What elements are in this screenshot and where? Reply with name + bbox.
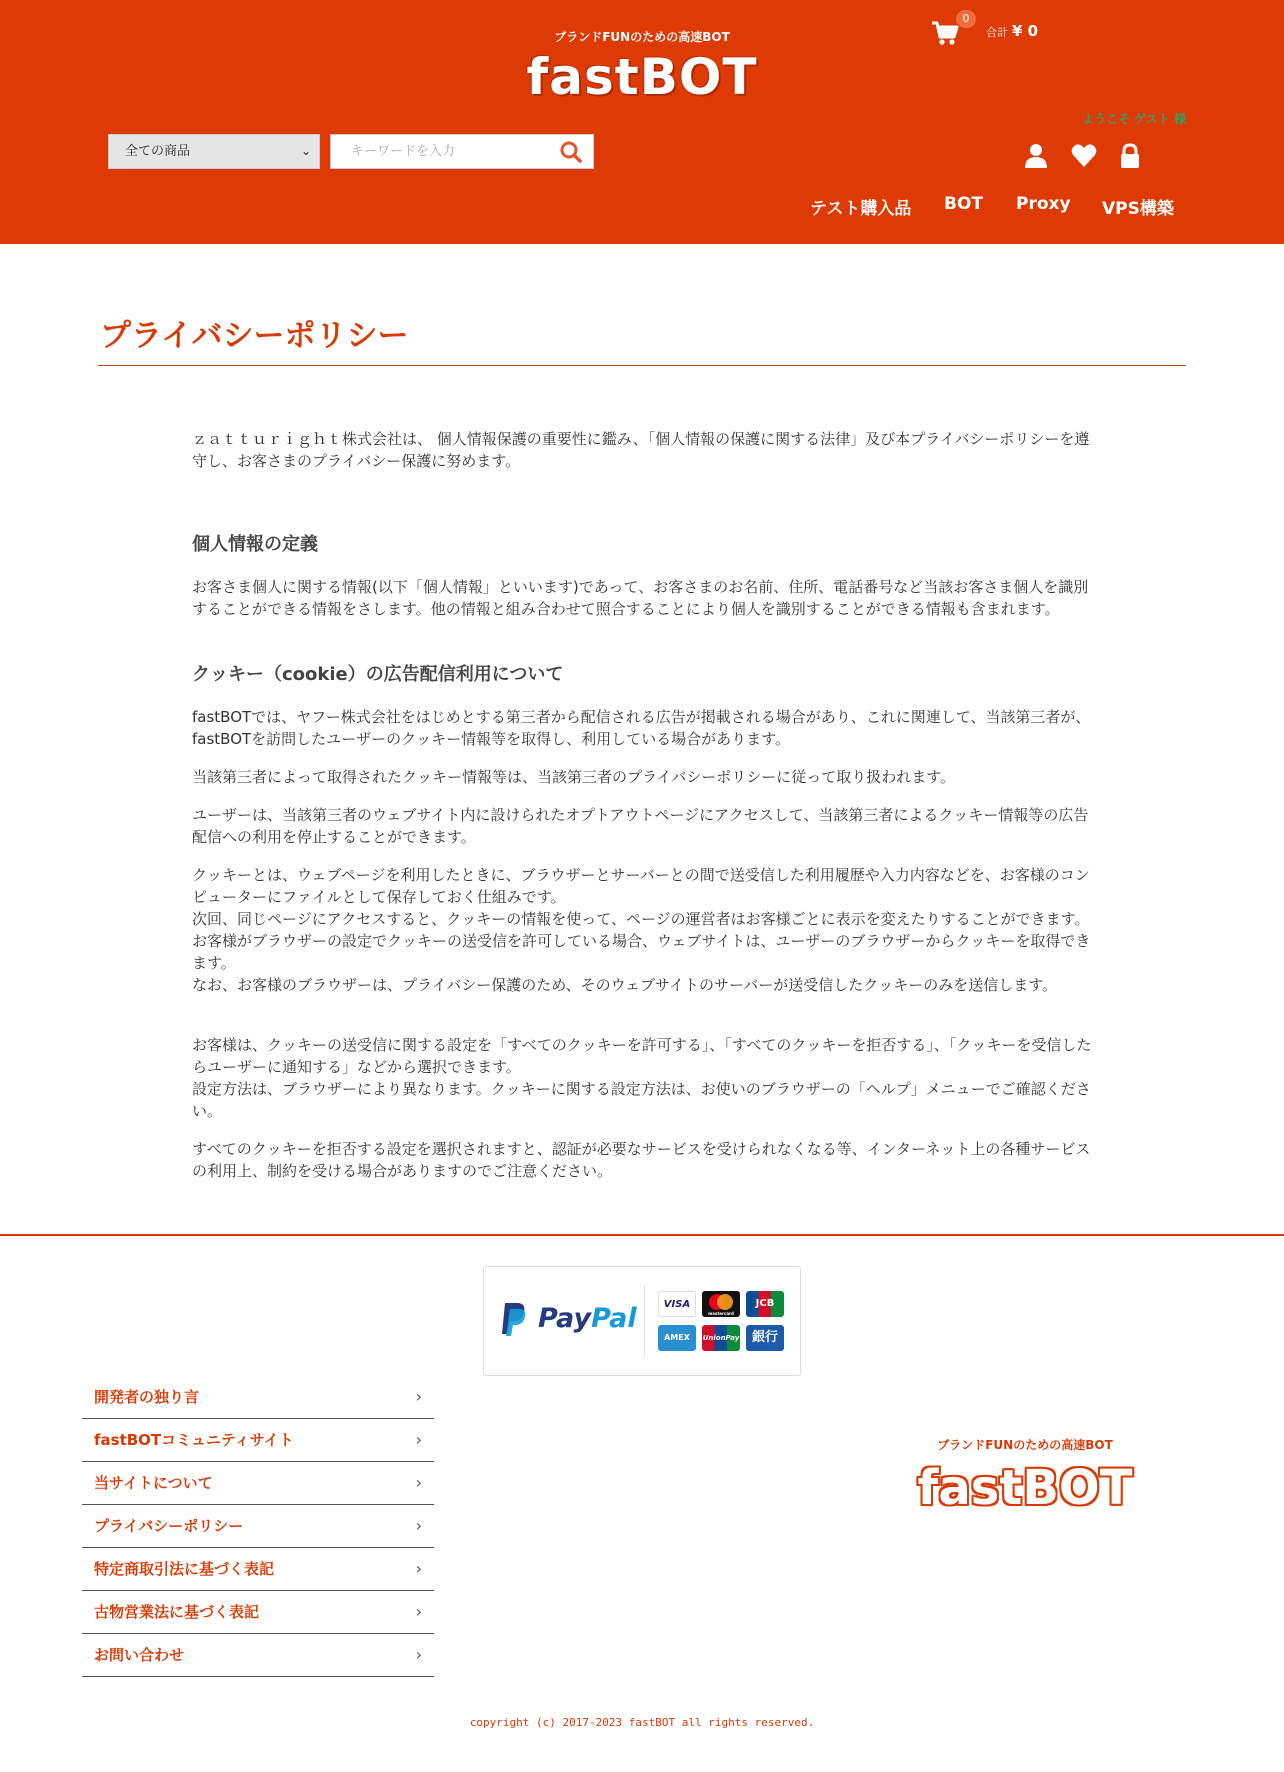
footer-link-about[interactable] xyxy=(82,1462,434,1505)
site-logo[interactable]: fastBOT xyxy=(526,48,758,106)
footer-logo[interactable]: fastBOT xyxy=(917,1460,1133,1516)
cart-count-badge: 0 xyxy=(956,10,976,28)
visa-card-icon: VISA xyxy=(658,1291,696,1317)
cart-total-amount: ¥ 0 xyxy=(1012,22,1039,40)
footer-link-kobutsu[interactable] xyxy=(82,1591,434,1634)
footer-tagline: ブランドFUNのための高速BOT xyxy=(937,1438,1113,1452)
chevron-down-icon: ⌄ xyxy=(300,144,311,158)
lock-icon[interactable] xyxy=(1116,142,1144,170)
footer-link-developer-blog[interactable] xyxy=(82,1376,434,1419)
footer-link-label: 当サイトについて xyxy=(94,1474,213,1492)
intro-paragraph: ｚａｔｔｕｒｉｇｈｔ株式会社は、 個人情報保護の重要性に鑑み、「個人情報の保護に関する法律」及び本プライバシーポリシーを遵守し、お客さまのプライバシー保護に努めます。 xyxy=(192,430,1090,470)
cookie-paragraph-4 xyxy=(192,864,1092,996)
cookie-paragraph-4a: クッキーとは、ウェブページを利用したときに、ブラウザーとサーバーとの間で送受信した利用履歴や入力内容などを、お客様のコンピューターにファイルとして保存しておく仕組みです。 xyxy=(192,866,1090,906)
footer-link-label: 特定商取引法に基づく表記 xyxy=(94,1560,275,1578)
copyright: copyright (c) 2017-2023 fastBOT all rights reserved. xyxy=(469,1716,815,1729)
search-box xyxy=(330,134,594,169)
paypal-icon xyxy=(500,1301,528,1337)
chevron-right-icon: › xyxy=(415,1559,422,1578)
footer-link-label: 古物営業法に基づく表記 xyxy=(94,1603,260,1621)
cookie-paragraph-5 xyxy=(192,1034,1092,1122)
cookie-paragraph-3: ユーザーは、当該第三者のウェブサイト内に設けられたオプトアウトページにアクセスして、当該第三者によるクッキー情報等の広告配信への利用を停止することができます。 xyxy=(192,806,1089,846)
definition-heading: 個人情報の定義 xyxy=(192,534,318,555)
footer-link-community[interactable] xyxy=(82,1419,434,1462)
footer-link-label: 開発者の独り言 xyxy=(94,1388,200,1406)
site-header xyxy=(0,0,1284,244)
cookie-paragraph-4c: なお、お客様のブラウザーは、プライバシー保護のため、そのウェブサイトのサーバーが送受信したクッキーのみを送信します。 xyxy=(192,976,1058,994)
cookie-paragraph-5a: お客様は、クッキーの送受信に関する設定を「すべてのクッキーを許可する」、「すべてのクッキーを拒否する」、「クッキーを受信したらユーザーに通知する」などから選択できます。 xyxy=(192,1036,1092,1076)
search-input[interactable] xyxy=(331,135,551,168)
search-icon[interactable] xyxy=(559,141,583,163)
cookie-paragraph-5b: 設定方法は、ブラウザーにより異なります。クッキーに関する設定方法は、お使いのブラウザーの「ヘルプ」メニューでご確認ください。 xyxy=(192,1080,1091,1120)
nav-bot[interactable]: BOT xyxy=(944,194,984,214)
jcb-card-icon: JCB xyxy=(746,1291,784,1317)
title-divider xyxy=(98,365,1186,366)
cart-total-label: 合計 xyxy=(986,26,1008,39)
heart-icon[interactable] xyxy=(1070,142,1098,170)
user-icon[interactable] xyxy=(1022,142,1050,170)
chevron-right-icon: › xyxy=(415,1602,422,1621)
payment-divider xyxy=(644,1285,645,1357)
chevron-right-icon: › xyxy=(415,1473,422,1492)
cookie-heading: クッキー（cookie）の広告配信利用について xyxy=(192,664,564,685)
cart-icon[interactable] xyxy=(930,18,960,48)
footer-link-tokushoho[interactable] xyxy=(82,1548,434,1591)
header-tagline: ブランドFUNのための高速BOT xyxy=(554,30,730,44)
chevron-right-icon: › xyxy=(415,1516,422,1535)
nav-test-purchase[interactable]: テスト購入品 xyxy=(810,199,912,219)
chevron-right-icon: › xyxy=(415,1387,422,1406)
amex-card-icon: AMEX xyxy=(658,1325,696,1351)
footer-divider xyxy=(0,1234,1284,1236)
chevron-right-icon: › xyxy=(415,1430,422,1449)
mastercard-icon xyxy=(702,1291,740,1317)
unionpay-card-icon: UnionPay xyxy=(702,1325,740,1351)
footer-link-privacy[interactable] xyxy=(82,1505,434,1548)
bank-transfer-icon: 銀行 xyxy=(746,1325,784,1351)
cookie-paragraph-4b: 次回、同じページにアクセスすると、クッキーの情報を使って、ページの運営者はお客様ごとに表示を変えたりすることができます。お客様がブラウザーの設定でクッキーの送受信を許可している場合、ウェブサイトは、ユーザーのブラウザーからクッキーを取得できます。 xyxy=(192,910,1091,972)
welcome-message: ようこそ ゲスト 様 xyxy=(1082,112,1186,126)
cart-total xyxy=(986,22,1038,40)
svg-text:mastercard: mastercard xyxy=(708,1311,734,1316)
cookie-paragraph-2: 当該第三者によって取得されたクッキー情報等は、当該第三者のプライバシーポリシーに従って取り扱われます。 xyxy=(192,768,956,786)
cookie-paragraph-1: fastBOTでは、ヤフー株式会社をはじめとする第三者から配信される広告が掲載される場合があり、これに関連して、当該第三者が、fastBOTを訪問したユーザーのクッキー情報等を取得し、利用している場合があります。 xyxy=(192,708,1091,748)
category-select[interactable] xyxy=(108,134,320,169)
cookie-paragraph-6: すべてのクッキーを拒否する設定を選択されますと、認証が必要なサービスを受けられなくなる等、インターネット上の各種サービスの利用上、制約を受ける場合がありますのでご注意ください。 xyxy=(192,1140,1091,1180)
category-selected-value: 全ての商品 xyxy=(125,144,191,159)
footer-link-label: お問い合わせ xyxy=(94,1646,185,1664)
footer-links xyxy=(82,1376,434,1677)
payment-methods xyxy=(483,1266,801,1376)
nav-proxy[interactable]: Proxy xyxy=(1016,194,1071,214)
definition-paragraph: お客さま個人に関する情報(以下「個人情報」といいます)であって、お客さまのお名前、住所、電話番号など当該お客さま個人を識別することができる情報をさします。他の情報と組み合わせて照合することにより個人を識別することができる情報も含まれます。 xyxy=(192,578,1089,618)
footer-link-contact[interactable] xyxy=(82,1634,434,1677)
chevron-right-icon: › xyxy=(415,1645,422,1664)
page-title: プライバシーポリシー xyxy=(100,318,409,354)
paypal-logo: PayPal xyxy=(538,1303,637,1334)
footer-link-label: プライバシーポリシー xyxy=(94,1517,244,1535)
nav-vps[interactable]: VPS構築 xyxy=(1102,199,1174,219)
footer-link-label: fastBOTコミュニティサイト xyxy=(94,1431,294,1449)
